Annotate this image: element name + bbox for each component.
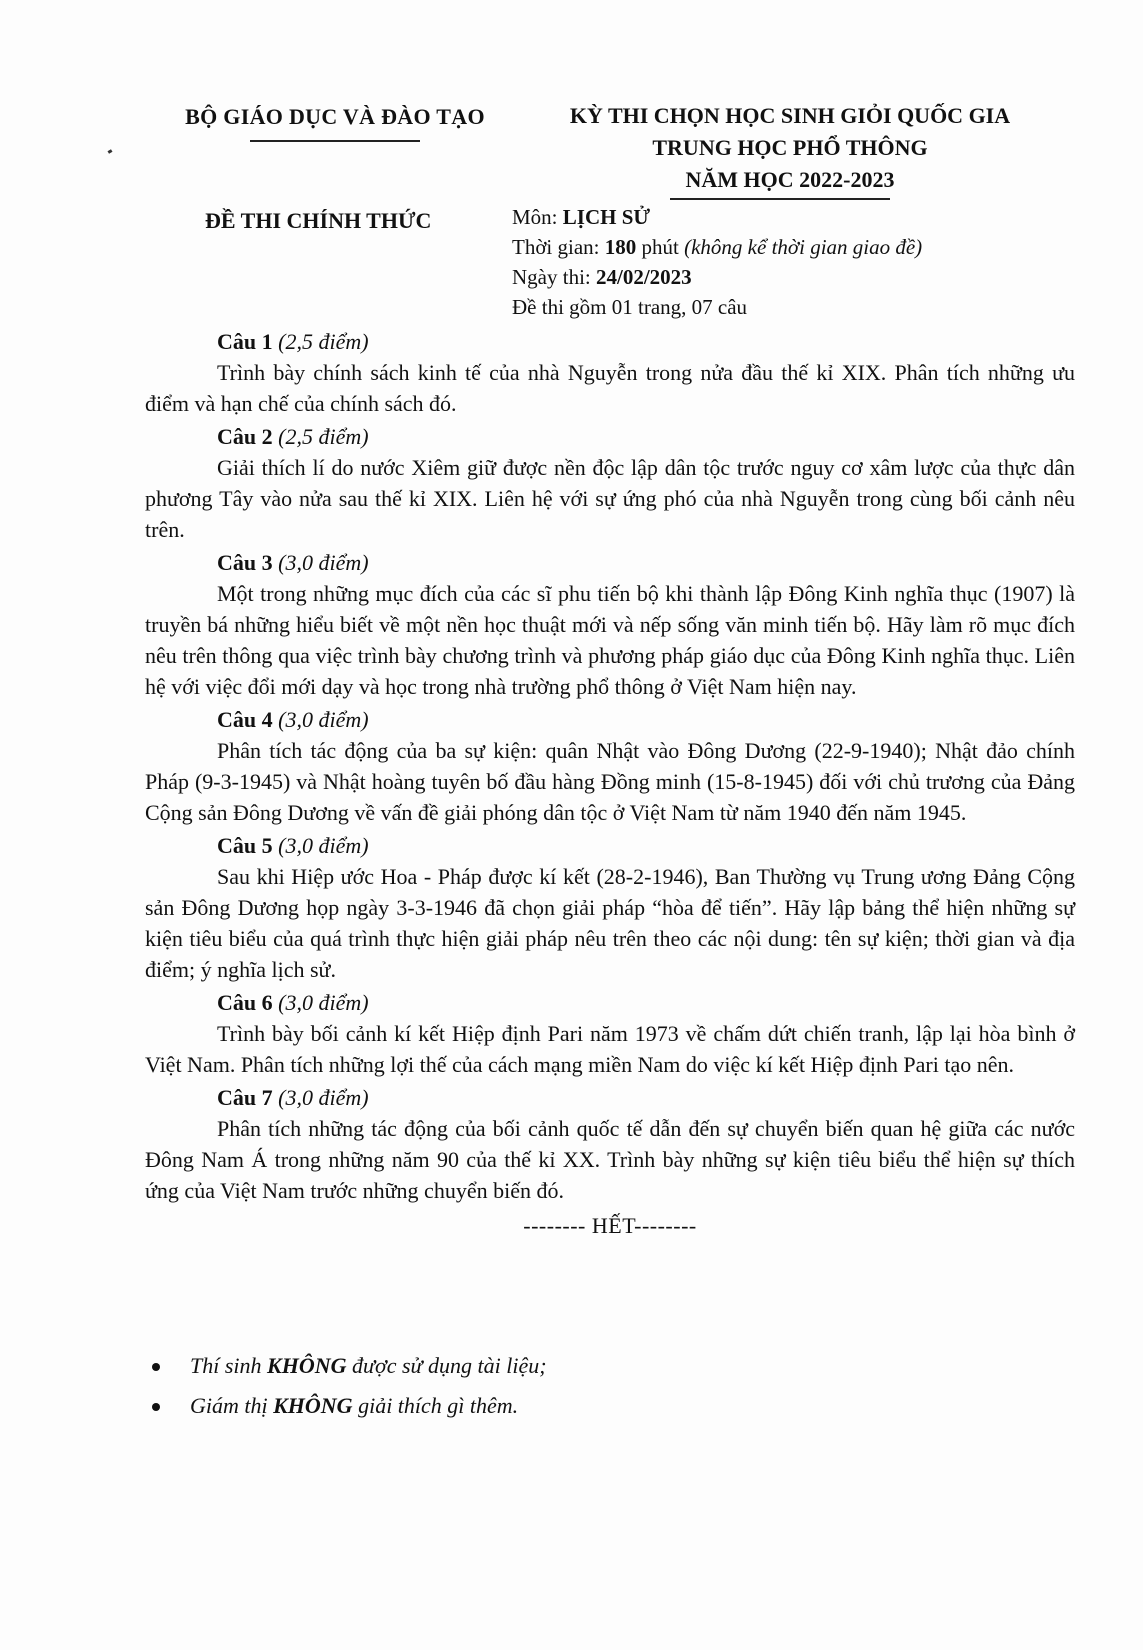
question-points: (3,0 điểm) [278, 550, 369, 575]
question-3 [145, 547, 1075, 702]
exam-title-underline [670, 198, 890, 200]
end-mark: -------- HẾT-------- [523, 1213, 697, 1238]
question-label: Câu 6 [217, 990, 273, 1015]
notes-list [150, 1346, 850, 1426]
question-7 [145, 1082, 1075, 1206]
date-value: 24/02/2023 [596, 265, 692, 289]
question-2 [145, 421, 1075, 545]
question-points: (2,5 điểm) [278, 424, 369, 449]
pages-line: Đề thi gồm 01 trang, 07 câu [512, 295, 748, 319]
question-label: Câu 1 [217, 329, 273, 354]
question-6 [145, 987, 1075, 1080]
question-heading [145, 987, 1075, 1018]
subject-value: LỊCH SỬ [562, 205, 651, 229]
question-points: (3,0 điểm) [278, 707, 369, 732]
question-text: Trình bày chính sách kinh tế của nhà Nguyễn trong nửa đầu thế kỉ XIX. Phân tích những ưu điểm và hạn chế của chính sách đó. [145, 360, 1075, 416]
official-label: ĐỀ THI CHÍNH THỨC [205, 208, 432, 233]
exam-title-line-3: NĂM HỌC 2022-2023 [685, 167, 895, 192]
ministry-name: BỘ GIÁO DỤC VÀ ĐÀO TẠO [185, 104, 485, 129]
question-points: (3,0 điểm) [278, 833, 369, 858]
scan-mark [108, 149, 113, 154]
note-post: được sử dụng tài liệu; [346, 1353, 547, 1378]
question-label: Câu 4 [217, 707, 273, 732]
note-item [150, 1346, 850, 1386]
note-pre: Giám thị [190, 1393, 274, 1418]
question-points: (2,5 điểm) [278, 329, 369, 354]
time-value: 180 [604, 235, 637, 259]
time-unit: phút [636, 235, 685, 259]
question-heading [145, 421, 1075, 452]
question-heading [145, 830, 1075, 861]
time-label: Thời gian: [512, 235, 605, 259]
exam-title-line-2: TRUNG HỌC PHỔ THÔNG [652, 135, 928, 160]
question-5 [145, 830, 1075, 985]
question-label: Câu 7 [217, 1085, 273, 1110]
question-text: Giải thích lí do nước Xiêm giữ được nền độc lập dân tộc trước nguy cơ xâm lược của thực dân phương Tây vào nửa sau thế kỉ XIX. Liên hệ với sự ứng phó của nhà Nguyễn trong cùng bối cảnh nêu trên. [145, 455, 1075, 542]
question-text: Phân tích tác động của ba sự kiện: quân Nhật vào Đông Dương (22-9-1940); Nhật đảo chính Pháp (9-3-1945) và Nhật hoàng tuyên bố đầu hàng Đồng minh (15-8-1945) đối với chủ trương của Đảng Cộng sản Đông Dương về vấn đề giải phóng dân tộc ở Việt Nam từ năm 1940 đến năm 1945. [145, 738, 1075, 825]
ministry-underline [250, 140, 420, 142]
question-points: (3,0 điểm) [278, 1085, 369, 1110]
question-text: Một trong những mục đích của các sĩ phu tiến bộ khi thành lập Đông Kinh nghĩa thục (1907) là truyền bá những hiểu biết về một nền học thuật mới và nếp sống văn minh tiến bộ. Hãy làm rõ mục đích nêu trên thông qua việc trình bày chương trình và phương pháp giáo dục của Đông Kinh nghĩa thục. Liên hệ với việc đổi mới dạy và học trong nhà trường phổ thông ở Việt Nam hiện nay. [145, 581, 1075, 699]
question-heading [145, 547, 1075, 578]
question-1 [145, 326, 1075, 419]
subject-label: Môn: [512, 205, 563, 229]
time-line [512, 232, 922, 262]
date-line [512, 262, 922, 292]
note-pre: Thí sinh [190, 1353, 268, 1378]
question-heading [145, 326, 1075, 357]
question-text: Sau khi Hiệp ước Hoa - Pháp được kí kết (28-2-1946), Ban Thường vụ Trung ương Đảng Cộng sản Đông Dương họp ngày 3-3-1946 đã chọn giải pháp “hòa để tiến”. Hãy lập bảng thể hiện những sự kiện tiêu biểu của quá trình thực hiện giải pháp nêu trên theo các nội dung: tên sự kiện; thời gian và địa điểm; ý nghĩa lịch sử. [145, 864, 1075, 982]
question-list [145, 326, 1075, 1241]
question-text: Phân tích những tác động của bối cảnh quốc tế dẫn đến sự chuyển biến quan hệ giữa các nước Đông Nam Á trong những năm 90 của thế kỉ XX. Trình bày những sự kiện tiêu biểu thể hiện sự thích ứng của Việt Nam trước những chuyển biến đó. [145, 1116, 1075, 1203]
subject-line [512, 202, 922, 232]
exam-info [512, 202, 922, 322]
header-left [150, 104, 520, 142]
question-points: (3,0 điểm) [278, 990, 369, 1015]
question-4 [145, 704, 1075, 828]
question-heading [145, 704, 1075, 735]
exam-title-line-1: KỲ THI CHỌN HỌC SINH GIỎI QUỐC GIA [569, 103, 1011, 128]
note-item [150, 1386, 850, 1426]
question-label: Câu 5 [217, 833, 273, 858]
question-text: Trình bày bối cảnh kí kết Hiệp định Pari năm 1973 về chấm dứt chiến tranh, lập lại hòa bình ở Việt Nam. Phân tích những lợi thế của cách mạng miền Nam do việc kí kết Hiệp định Pari tạo nên. [145, 1021, 1075, 1077]
note-post: giải thích gì thêm. [352, 1393, 519, 1418]
note-strong: KHÔNG [267, 1353, 347, 1378]
date-label: Ngày thi: [512, 265, 596, 289]
question-heading [145, 1082, 1075, 1113]
time-note: (không kể thời gian giao đề) [684, 235, 923, 259]
note-strong: KHÔNG [273, 1393, 353, 1418]
header-right [540, 100, 1040, 200]
question-label: Câu 3 [217, 550, 273, 575]
question-label: Câu 2 [217, 424, 273, 449]
